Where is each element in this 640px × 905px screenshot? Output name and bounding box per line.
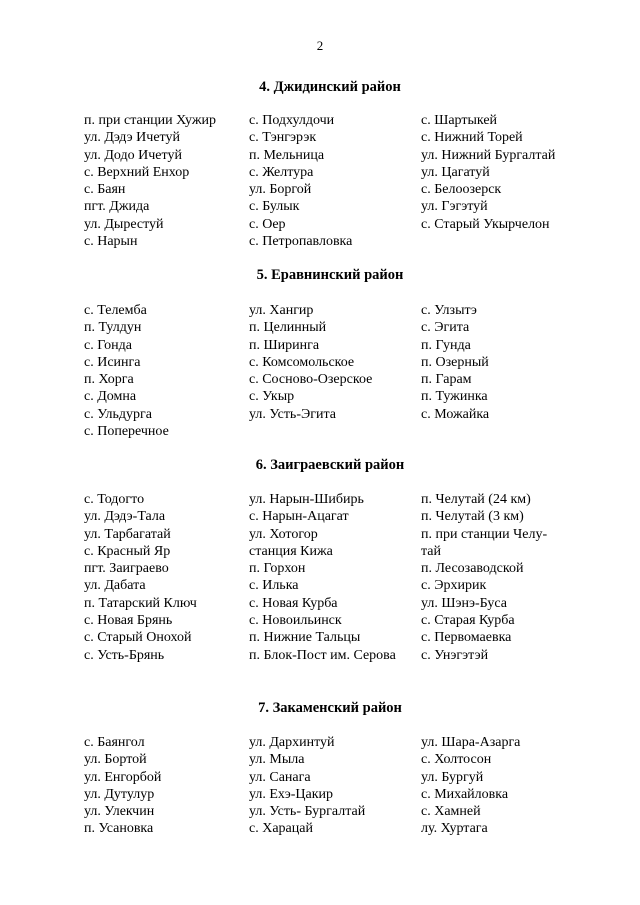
settlement-entry: с. Комсомольское (249, 354, 355, 370)
column-1 (84, 734, 244, 838)
column-3 (421, 734, 581, 838)
settlement-entry: с. Хамней (421, 804, 481, 820)
settlement-entry: ул. Шара-Азарга (421, 735, 521, 750)
settlement-entry: ул. Дырестуй (84, 216, 164, 232)
settlement-entry: ул. Цагатуй (421, 164, 490, 180)
settlement-entry: с. Первомаевка (421, 630, 512, 646)
settlement-entry: с. Новая Брянь (84, 613, 173, 629)
column-1 (84, 491, 244, 664)
settlement-entry: п. при станции Хужир (84, 113, 217, 128)
settlement-entry: с. Красный Яр (84, 543, 171, 559)
settlement-entry: с. Желтура (249, 164, 314, 180)
settlement-entry: с. Баян (84, 182, 126, 198)
column-3 (421, 491, 581, 664)
settlement-entry: ул. Додо Ичетуй (84, 147, 182, 163)
settlement-entry: п. Хорга (84, 372, 134, 388)
settlement-entry: пгт. Джида (84, 199, 150, 215)
settlement-entry: п. Тулдун (84, 320, 142, 336)
settlement-entry: п. Усановка (84, 821, 154, 837)
column-3 (421, 112, 581, 233)
column-2 (249, 302, 417, 423)
settlement-entry: с. Поперечное (84, 424, 169, 440)
settlement-entry: ул. Енгорбой (84, 769, 162, 785)
settlement-entry: с. Эрхирик (421, 578, 487, 594)
settlement-entry: с. Эгита (421, 320, 470, 336)
settlement-entry: ул. Дэдэ Ичетуй (84, 130, 180, 146)
section-zaigraevsky (0, 456, 640, 474)
settlement-entry: ул. Санага (249, 769, 311, 785)
settlement-entry: с. Михайловка (421, 786, 509, 802)
column-1 (84, 302, 244, 440)
settlement-entry: с. Верхний Енхор (84, 164, 190, 180)
settlement-entry: ул. Бортой (84, 752, 147, 768)
column-1 (84, 112, 244, 250)
settlement-entry: ул. Дабата (84, 578, 146, 594)
settlement-entry: п. Челутай (3 км) (421, 509, 524, 525)
settlement-entry: п. Гунда (421, 337, 471, 353)
settlement-entry: с. Новоильинск (249, 613, 342, 629)
settlement-entry: п. Татарский Ключ (84, 595, 197, 611)
settlement-entry: с. Сосново-Озерское (249, 372, 373, 388)
settlement-entry: ул. Усть-Эгита (249, 406, 336, 422)
settlement-entry: п. Тужинка (421, 389, 488, 405)
settlement-entry: ул. Хангир (249, 303, 314, 318)
settlement-entry: с. Новая Курба (249, 595, 338, 611)
settlement-entry: ул. Мыла (249, 752, 305, 768)
settlement-entry: с. Шартыкей (421, 113, 498, 128)
settlement-entry: ул. Ехэ-Цакир (249, 786, 334, 802)
settlement-entry: с. Петропавловка (249, 234, 353, 250)
settlement-entry: ул. Тарбагатай (84, 526, 171, 542)
settlement-entry: станция Кижа (249, 543, 333, 559)
section-title: 6. Заиграевский район (255, 457, 405, 473)
settlement-entry: п. Блок-Пост им. Серова (249, 647, 396, 663)
settlement-entry: с. Телемба (84, 303, 147, 318)
settlement-entry: с. Булык (249, 199, 300, 215)
settlement-entry: с. Гонда (84, 337, 132, 353)
section-zakamensky (0, 699, 640, 717)
settlement-entry: лу. Хуртага (421, 821, 488, 837)
settlement-entry: с. Баянгол (84, 735, 145, 750)
settlement-entry: тай (421, 543, 441, 559)
settlement-entry: с. Укыр (249, 389, 295, 405)
settlement-entry: ул. Бургуй (421, 769, 484, 785)
settlement-entry: п. Нижние Тальцы (249, 630, 361, 646)
settlement-entry: с. Оер (249, 216, 286, 232)
settlement-entry: ул. Улекчин (84, 804, 155, 820)
settlement-entry: п. Озерный (421, 354, 489, 370)
settlement-entry: с. Исинга (84, 354, 141, 370)
settlement-entry: ул. Хотогор (249, 526, 318, 542)
settlement-entry: с. Холтосон (421, 752, 492, 768)
settlement-entry: с. Усть-Брянь (84, 647, 165, 663)
settlement-entry: с. Нижний Торей (421, 130, 523, 146)
settlement-entry: ул. Нарын-Шибирь (249, 492, 364, 507)
page-number: 2 (316, 38, 324, 53)
settlement-entry: п. Горхон (249, 561, 306, 577)
settlement-entry: ул. Дархинтуй (249, 735, 335, 750)
column-2 (249, 734, 417, 838)
settlement-entry: ул. Дутулур (84, 786, 155, 802)
settlement-entry: п. Гарам (421, 372, 472, 388)
settlement-entry: ул. Дэдэ-Тала (84, 509, 166, 525)
settlement-entry: с. Подхулдочи (249, 113, 335, 128)
settlement-entry: п. Ширинга (249, 337, 320, 353)
settlement-entry: п. Лесозаводской (421, 561, 524, 577)
settlement-entry: с. Тодогто (84, 492, 145, 507)
section-dzhidinsky (0, 78, 640, 96)
settlement-entry: с. Унэгэтэй (421, 647, 489, 663)
settlement-entry: с. Старый Укырчелон (421, 216, 550, 232)
settlement-entry: ул. Гэгэтуй (421, 199, 488, 215)
settlement-entry: пгт. Заиграево (84, 561, 169, 577)
section-title: 5. Еравнинский район (256, 267, 404, 283)
section-title: 4. Джидинский район (259, 79, 401, 95)
settlement-entry: с. Нарын-Ацагат (249, 509, 349, 525)
section-eravninsky (0, 266, 640, 284)
settlement-entry: с. Ульдурга (84, 406, 152, 422)
settlement-entry: ул. Шэнэ-Буса (421, 595, 507, 611)
section-title: 7. Закаменский район (258, 700, 402, 716)
settlement-entry: п. Мельница (249, 147, 325, 163)
settlement-entry: ул. Боргой (249, 182, 312, 198)
settlement-entry: с. Илька (249, 578, 299, 594)
column-2 (249, 112, 417, 250)
settlement-entry: с. Харацай (249, 821, 313, 837)
settlement-entry: с. Белоозерск (421, 182, 502, 198)
settlement-entry: п. Целинный (249, 320, 327, 336)
settlement-entry: с. Старый Онохой (84, 630, 192, 646)
settlement-entry: с. Тэнгэрэк (249, 130, 317, 146)
settlement-entry: с. Можайка (421, 406, 490, 422)
column-3 (421, 302, 581, 423)
settlement-entry: ул. Нижний Бургалтай (421, 147, 556, 163)
settlement-entry: с. Старая Курба (421, 613, 515, 629)
column-2 (249, 491, 417, 664)
settlement-entry: п. при станции Челу- (421, 526, 548, 542)
settlement-entry: с. Улзытэ (421, 303, 477, 318)
settlement-entry: ул. Усть- Бургалтай (249, 804, 366, 820)
settlement-entry: п. Челутай (24 км) (421, 492, 531, 507)
settlement-entry: с. Нарын (84, 234, 138, 250)
settlement-entry: с. Домна (84, 389, 137, 405)
